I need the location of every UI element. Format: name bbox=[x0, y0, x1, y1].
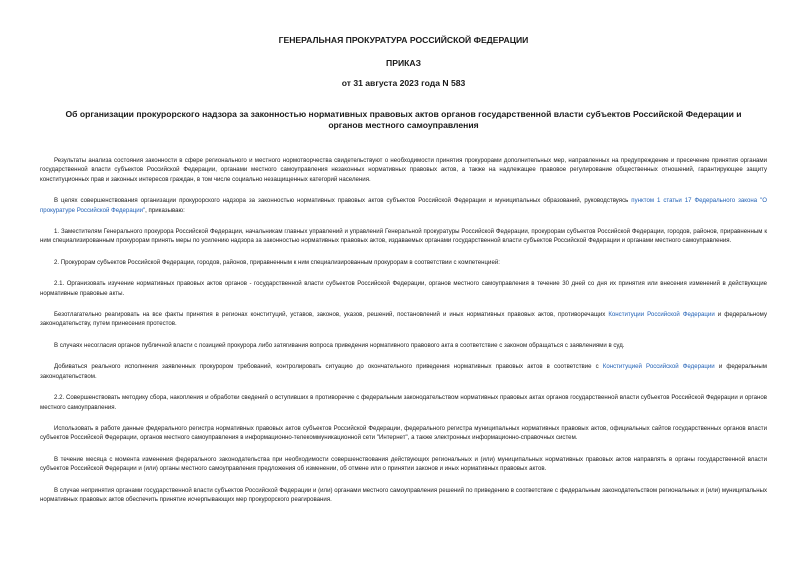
doc-type-heading: ПРИКАЗ bbox=[386, 58, 421, 68]
paragraph-month: В течение месяца с момента изменения федерального законодательства при необходимости совершенствования действующих региональных и (или) муниципальных нормативных правовых актов направлять в органы государственной власти субъектов Российской Федерации и (или) органы местного самоуправления предложения об изменении, об отмене или о принятии законов и иных нормативных правовых актов. bbox=[40, 455, 767, 473]
link-constitution-2[interactable]: Конституцией Российской Федерации bbox=[602, 363, 715, 371]
link-article-17[interactable]: пунктом 1 статьи 17 bbox=[631, 197, 692, 205]
paragraph-intro: Результаты анализа состояния законности в сфере регионального и местного нормотворчества свидетельствуют о необходимости принятия прокурорами дополнительных мер, направленных на предупреждение и пресечение принятия органами государственной власти субъектов Российской Федерации, органами местного самоуправления незаконных нормативных правовых актов, а также на надлежащее правовое регулирование общественных отношений, гарантирующее защиту конституционных прав и законных интересов граждан, в том числе социально незащищенных категорий населения. bbox=[40, 157, 767, 183]
document-body bbox=[40, 156, 767, 504]
paragraph-item-1: 1. Заместителям Генерального прокурора Российской Федерации, начальникам главных управлений и управлений Генеральной прокуратуры Российской Федерации, прокурорам субъектов Российской Федерации, городов, районов, приравненным к ним специализированным прокурорам принять меры по усилению надзора за законностью нормативных правовых актов, издаваемых органами государственной власти субъектов Российской Федерации и органами местного самоуправления. bbox=[40, 228, 767, 245]
paragraph-text: и федеральному законодательству, путем принесения протестов. bbox=[40, 311, 767, 328]
org-heading: ГЕНЕРАЛЬНАЯ ПРОКУРАТУРА РОССИЙСКОЙ ФЕДЕРАЦИИ bbox=[278, 35, 529, 45]
link-constitution[interactable]: Конституции Российской Федерации bbox=[608, 311, 715, 319]
date-number-heading: от 31 августа 2023 года N 583 bbox=[341, 78, 466, 88]
paragraph-text: и федеральным законодательством. bbox=[40, 363, 767, 380]
paragraph-item-2: 2. Прокурорам субъектов Российской Федерации, городов, районов, приравненным к ним специализированным прокурорам в соответствии с компетенцией: bbox=[54, 258, 500, 266]
paragraph-court: В случаях несогласия органов публичной власти с позицией прокурора либо затягивания вопроса приведения нормативного правового акта в соответствие с законом обращаться с заявлениями в суд. bbox=[54, 341, 625, 349]
paragraph-item-2-2: 2.2. Совершенствовать методику сбора, накопления и обработки сведений о вступивших в противоречие с федеральным законодательством нормативных правовых актах органов государственной власти субъектов Российской Федерации и органов местного самоуправления. bbox=[40, 394, 767, 411]
paragraph-text: Добиваться реального исполнения заявленных прокурором требований, контролировать ситуацию до окончательного приведения нормативных правовых актов в соответствие с bbox=[54, 363, 603, 371]
paragraph-text: В целях совершенствования организации прокурорского надзора за законностью нормативных правовых актов субъектов Российской Федерации и муниципальных образований, руководствуясь bbox=[54, 197, 632, 205]
paragraph-purpose bbox=[40, 196, 767, 215]
document-title: Об организации прокурорского надзора за законностью нормативных правовых актов органов государственной власти субъектов Российской Федерации и органов местного самоуправления bbox=[65, 109, 742, 130]
paragraph-text: Безотлагательно реагировать на все факты принятия в регионах конституций, уставов, законов, указов, решений, постановлений и иных нормативных правовых актов, противоречащих bbox=[54, 311, 609, 319]
paragraph-text: , приказываю: bbox=[145, 206, 185, 214]
paragraph-react bbox=[40, 310, 767, 329]
paragraph-enforce bbox=[40, 362, 767, 381]
paragraph-failure: В случае непринятия органами государственной власти субъектов Российской Федерации и (или) органами местного самоуправления решений по приведению в соответствие с федеральным законодательством региональных и (или) муниципальных нормативных правовых актов обеспечить принятие исчерпывающих мер прокурорского реагирования. bbox=[40, 486, 767, 503]
paragraph-registry: Использовать в работе данные федерального регистра нормативных правовых актов субъектов Российской Федерации, федерального регистра муниципальных нормативных правовых актов, официальных сайтов государственных органов власти субъектов Российской Федерации, органов местного самоуправления в информационно-телекоммуникационной сети "Интернет", а также электронных информационно-справочных систем. bbox=[40, 424, 767, 442]
link-federal-law[interactable]: Федерального закона "О прокуратуре Российской Федерации" bbox=[40, 197, 768, 214]
paragraph-item-2-1: 2.1. Организовать изучение нормативных правовых актов органов - государственной власти субъектов Российской Федерации, органов местного самоуправления в течение 30 дней со дня их принятия или внесения изменений в действующие нормативные правовые акты. bbox=[40, 280, 767, 297]
